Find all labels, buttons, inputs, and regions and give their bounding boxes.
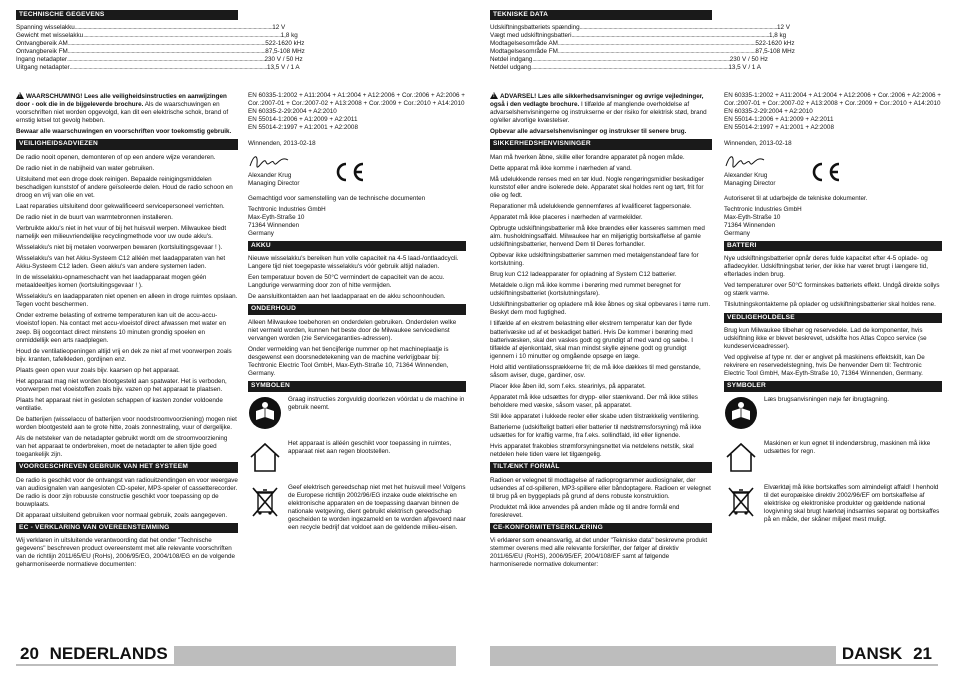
nl-safety-item: De batterijen (wisselaccu of batterijen voor noodstroomvoorziening) mogen niet worden blootgesteld aan te grote hitte, zoals zonnestraling, vuur of dergelijke. [16, 415, 237, 431]
da-symbol-text: Læs brugsanvisningen nøje før ibrugtagning. [764, 395, 889, 403]
da-safety-item: Opbevar ikke udskiftningsbatterier sammen med metalgenstandeaf fare for kortslutning. [490, 252, 699, 268]
da-safety-item: Batterierne (udskifteligt batteri eller batterier til nødstrømsforsyning) må ikke udsættes for for kraftig varme, fra f.eks. sollindfald, ild eller lignende. [490, 423, 702, 440]
da-battery-item: Nye udskiftningsbatterier opnår deres fulde kapacitet efter 4-5 oplade- og afladecykler. Udskiftningsbat terier, der ikke har været brugt i længere tid, efterlades inden brug. [724, 255, 929, 279]
nl-conformity-text: Wij verklaren in uitsluitende verantwoording dat het onder "Technische gegevens" beschreven product overeenstemt met alle relevante voorschriften van de richtlijn 2011/65/EU (RoHs), 2006/95/EG, 2004/108/EG en de volgende geharmoniseerde normatieve documenten: [16, 537, 236, 569]
da-language: DANSK [841, 644, 903, 663]
nl-usage-header: VOORGESCHREVEN GEBRUIK VAN HET SYSTEEM [16, 462, 238, 472]
nl-signer-title: Managing Director [248, 180, 300, 188]
da-company-address: Techtronic Industries GmbH Max-Eyth-Straße 10 71364 Winnenden Germany [724, 205, 802, 237]
nl-language: NEDERLANDS [49, 644, 168, 663]
da-battery-item: Ved temperaturer over 50°C forminskes batteriets effekt. Undgå direkte sollys og stærk varme. [724, 282, 940, 298]
da-warning-text: I tilfælde af manglende overholdelse af advarselshenvisningerne og instrukserne er der risiko for elektrisk stød, brand og/eller alvorlige kvæstelser. [490, 101, 707, 125]
nl-footer [14, 644, 174, 664]
da-date-place: Winnenden, 2013-02-18 [724, 140, 792, 148]
da-signer-title: Managing Director [724, 180, 776, 188]
nl-safety-item: Wisselakku's van het Akku-Systeem C12 alléén met laadapparaten van het Akku-Systeem C12 laden. Geen akku's van andere systemen laden. [16, 255, 226, 271]
nl-safety-item: Wisselakku's niet bij metalen voorwerpen bewaren (kortsluitingsgevaar ! ). [16, 244, 223, 252]
da-column-1 [490, 8, 795, 72]
nl-safety-item: Uitsluitend met een droge doek reinigen. Bepaalde reinigingsmiddelen beschadigen kunststof of andere geïsoleerde delen. Houd de radio schoon en droog en vrij van olie en vet. [16, 175, 233, 199]
signature-image [248, 152, 290, 170]
nl-symbol-text: Geef elektrisch gereedschap niet met het huisvuil mee! Volgens de Europese richtlijn 2002/96/EG inzake oude elektrische en elektronische apparaten en de toepassing daarvan binnen de nationale wetgeving, dient gebruikt elektrisch gereedschap gescheiden te worden ingezameld en te worden afgevoerd naar een recycle bedrijf dat voldoet aan de geldende milieu-eisen. [288, 483, 466, 531]
symbol-row [724, 484, 942, 524]
da-signer-name: Alexander Krug [724, 172, 768, 180]
da-safety-item: Reparationer må udelukkende gennemføres af kvalificeret fagpersonale. [490, 202, 692, 210]
nl-standards: EN 60335-1:2002 + A11:2004 + A1:2004 + A12:2006 + Cor.:2006 + A2:2006 + Cor.:2007-01 + Cor.:2007-02 + A13:2008 + Cor.:2009 + Cor.:2010 + A14:2010 EN 60335-2-29:2004 + A2:2010 EN 55014-1:2006 + A1:2009 + A2:2011 EN 55014-2:1997 + A1:2001 + A2:2008 [248, 92, 465, 132]
da-battery-item: Tilslutningskontakterne på oplader og udskiftningsbatterier skal holdes rene. [724, 301, 936, 309]
da-safety-item: Metaldele o.lign må ikke komme i berøring med rummet beregnet for udskiftningsbatteriet (kortslutningsfare). [490, 282, 682, 298]
da-warning-title: ADVARSEL! Læs alle sikkerhedsanvisninger og øvrige vejledninger, også i den vedlagte brochure. [490, 93, 704, 109]
nl-safety-item: De radio niet in de buurt van warmtebronnen installeren. [16, 213, 173, 221]
nl-safety-item: Verbruikte akku's niet in het vuur of bij het huisvuil werpen. Milwaukee biedt namelijk een milieuvriendelijke recyclingmethode voor uw oude akku's. [16, 225, 227, 241]
symbol-row [724, 440, 942, 474]
spec-row: Gewicht met wisselakku .............................................................................................................................................................. 1,8 kg [16, 32, 298, 40]
signature-image [724, 152, 766, 170]
nl-maintenance-header: ONDERHOUD [248, 304, 466, 314]
nl-battery-item: De aansluitkontakten aan het laadapparaat en de akku schoonhouden. [248, 293, 446, 301]
spec-row: Netdel indgang .............................................................................................................................................................. 230 V / 50 Hz [490, 56, 768, 64]
crossed-bin-icon [248, 484, 282, 518]
da-usage-item: Radioen er velegnet til modtagelse af radioprogrammer audiosignaler, der udsendes af cd-spilleren, MP3-spillere eller båndoptagere. Radioen er velegnet til brug på en byggeplads på grund af dens robuste konstruktion. [490, 476, 711, 500]
nl-maintenance-item: Onder vermelding van het tiencijferige nummer op het machineplaatje is desgewenst een doorsnedetekening van de machine verkrijgbaar bij: Techtronic Electric Tool GmbH, Max-Eyth-Straße 10, 71364 Winnenden, Germany. [248, 346, 449, 378]
symbol-row [248, 484, 466, 532]
nl-column-1-body [16, 92, 238, 572]
da-safety-item: Hvis apparatet frakobles strømforsyningsnettet via netdelens netstik, skal netdelen hele tiden være let tilgængelig. [490, 443, 694, 459]
nl-battery-item: Nieuwe wisselakku's bereiken hun volle capaciteit na 4-5 laad-/ontlaadcycli. Langere tijd niet toegepaste wisselakku's vóór gebruik altijd naladen. [248, 255, 459, 271]
indoor-use-icon [724, 440, 758, 474]
da-specs-table [490, 24, 795, 72]
spec-row: Netdel udgang .............................................................................................................................................................. 13,5 V / 1 A [490, 64, 761, 72]
nl-battery-header: AKKU [248, 241, 466, 251]
da-column-2 [724, 92, 942, 534]
da-specs-header: TEKNISKE DATA [490, 10, 712, 20]
nl-authorized: Gemachtigd voor samenstelling van de technische documenten [248, 194, 426, 202]
da-safety-item: Udskiftningsbatterier og opladere må ikke åbnes og skal opbevares i tørre rum. Beskyt dem mod fugtighed. [490, 301, 711, 317]
da-safety-item: Man må hverken åbne, skille eller forandre apparatet på nogen måde. [490, 153, 685, 161]
nl-safety-header: VEILIGHEIDSADVIEZEN [16, 139, 238, 149]
warning-icon: ! [16, 92, 24, 99]
nl-company-address: Techtronic Industries GmbH Max-Eyth-Straße 10 71364 Winnenden Germany [248, 205, 326, 237]
da-safety-item: Apparatet må ikke placeres i nærheden af varmekilder. [490, 213, 643, 221]
da-standards: EN 60335-1:2002 + A11:2004 + A1:2004 + A12:2006 + Cor.:2006 + A2:2006 + Cor.:2007-01 + Cor.:2007-02 + A13:2008 + Cor.:2009 + Cor.:2010 + A14:2010 EN 60335-2-29:2004 + A2:2010 EN 55014-1:2006 + A1:2009 + A2:2011 EN 55014-2:1997 + A1:2001 + A2:2008 [724, 92, 941, 132]
nl-safety-item: Laat reparaties uitsluitend door gekwalificeerd servicepersoneel verrichten. [16, 202, 225, 210]
nl-battery-item: Een temperatuur boven de 50°C vermindert de capaciteit van de accu. Langdurige verwarming door zon of hitte vermijden. [248, 274, 445, 290]
nl-column-1 [16, 8, 305, 72]
da-symbol-text: Elværktøj må ikke bortskaffes som almindeligt affald! I henhold til det europæiske direktiv 2002/96/EF om bortskaffelse af elektriske og elektroniske produkter og gældende national lovgivning skal brugt lværktøj indsamles separat og bortskaffes på en måde, der skåner miljøet mest muligt. [764, 483, 940, 523]
symbol-row [248, 440, 466, 474]
da-symbol-text: Maskinen er kun egnet til indendørsbrug, maskinen må ikke udsættes for regn. [764, 439, 931, 455]
nl-page-number: 20 [20, 644, 39, 663]
da-safety-item: Placer ikke åben ild, som f.eks. stearinlys, på apparatet. [490, 382, 646, 390]
da-usage-item: Produktet må ikke anvendes på anden måde og til andre formål end foreskrevet. [490, 503, 680, 519]
spec-row: Ontvangbereik FM .............................................................................................................................................................. 87,5-108 MHz [16, 48, 305, 56]
nl-safety-item: Het apparaat mag niet worden blootgesteld aan spatwater. Het is verboden, voorwerpen met vloeistoffen zoals bijv. vazen op het apparaat te plaatsen. [16, 377, 227, 393]
nl-specs-table [16, 24, 305, 72]
nl-usage-item: Dit apparaat uitsluitend gebruiken voor normaal gebruik, zoals aangegeven. [16, 511, 228, 519]
nl-safety-item: Plaats het apparaat niet in gesloten schappen of kasten zonder voldoende ventilatie. [16, 396, 223, 412]
da-maintenance-item: Brug kun Milwaukee tilbehør og reservedele. Lad de komponenter, hvis udskiftning ikke er blevet beskrevet, udskifte hos Atlas Copco service (se kundeserviceadresser). [724, 326, 927, 351]
nl-symbol-text: Graag instructies zorgvuldig doorlezen vóórdat u de machine in gebruik neemt. [288, 395, 465, 411]
nl-signer-name: Alexander Krug [248, 172, 292, 180]
nl-date-place: Winnenden, 2013-02-18 [248, 140, 316, 148]
da-battery-header: BATTERI [724, 241, 942, 251]
da-conformity-header: CE-KONFORMITETSERKLÆRING [490, 523, 712, 533]
nl-safety-item: Wisselakku's en laadapparaten niet openen en alleen in droge ruimtes opslaan. Tegen vocht beschermen. [16, 293, 238, 309]
read-manual-icon [248, 396, 282, 430]
nl-warning-title: WAARSCHUWING! Lees alle veiligheidsinstructies en aanwijzingen door - ook die in de bijgeleverde brochure. [16, 93, 227, 109]
da-maintenance-header: VEDLIGEHOLDELSE [724, 313, 942, 323]
da-safety-item: Opbrugte udskiftningsbatterier må ikke brændes eller kasseres sammen med alm. husholdningsaffald. Milwaukee har en miljørigtig bortskaffelse af gamle udskiftningsbatterier, henvend Dem til Deres forhandler. [490, 225, 705, 249]
da-maintenance-item: Ved opgivelse af type nr. der er angivet på maskinens effektskilt, kan De rekvirere en reservedelstegning, hvis De henvender Dem til: Techtronic Electric Tool GmbH, Max-Eyth-Straße 10, 71364 Winnenden, Germany. [724, 354, 925, 378]
nl-specs-header: TECHNISCHE GEGEVENS [16, 10, 238, 20]
indoor-use-icon [248, 440, 282, 474]
nl-symbols-header: SYMBOLEN [248, 381, 466, 391]
warning-icon: ! [490, 92, 498, 99]
nl-column-2 [248, 92, 466, 542]
nl-safety-item: Onder extreme belasting of extreme temperaturen kan uit de accu-accu-vloeistof lopen. Na contact met accu-vloeistof direct afwassen met water en zeep. Bij oogcontact direct minstens 10 minuten grondig spoelen en onmiddellijk een arts raadplegen. [16, 312, 226, 344]
da-safety-item: Stil ikke apparatet i lukkede reoler eller skabe uden tilstrækkelig ventilering. [490, 412, 700, 420]
da-usage-header: TILTÆNKT FORMÅL [490, 462, 712, 472]
nl-safety-item: Plaats geen open vuur zoals bijv. kaarsen op het apparaat. [16, 366, 180, 374]
nl-safety-item: De radio niet in de nabijheid van water gebruiken. [16, 164, 155, 172]
ce-mark-icon [808, 158, 842, 191]
spec-row: Ingang netadapter .............................................................................................................................................................. 230 V / 50 Hz [16, 56, 303, 64]
read-manual-icon [724, 396, 758, 430]
da-page-number: 21 [913, 644, 932, 663]
da-symbols-header: SYMBOLER [724, 381, 942, 391]
da-footer [836, 644, 938, 664]
symbol-row [724, 396, 942, 430]
da-safety-item: Apparatet må ikke udsættes for drypp- eller stænkvand. Der må ikke stilles beholdere med væske, såsom vaser, på apparatet. [490, 393, 698, 409]
spec-row: Modtagelsesområde FM .............................................................................................................................................................. 87,5-108 MHz [490, 48, 795, 56]
nl-conformity-header: EC - VERKLARING VAN OVEREENSTEMMING [16, 523, 238, 533]
da-column-1-body [490, 92, 712, 572]
ce-mark-icon [332, 158, 366, 191]
nl-maintenance-item: Alleen Milwaukee toebehoren en onderdelen gebruiken. Onderdelen welke niet vermeld worden, kunnen het beste door de Milwaukee servicedienst vervangen worden (zie Servicegaranties-adressen). [248, 318, 457, 342]
nl-usage-item: De radio is geschikt voor de ontvangst van radiouitzendingen en voor weergave van audiosignalen van aangesloten CD-speler, MP3-speler of cassetterecorder. De radio is door zijn robuuste constructie geschikt voor toepassing op de bouwplaats. [16, 476, 238, 508]
nl-symbol-text: Het apparaat is alléén geschikt voor toepassing in ruimtes, apparaat niet aan regen blootstellen. [288, 439, 452, 455]
da-safety-item: Må udelukkende renses med en tør klud. Nogle rengøringsmidler beskadiger kunststof eller andre isolerede dele. Apparatet skal holdes rent og tørt, frit for olie og fedt. [490, 175, 704, 199]
spec-row: Uitgang netadapter .............................................................................................................................................................. 13,5 V / 1 A [16, 64, 300, 72]
da-warning-keep: Opbevar alle advarselshenvisninger og instrukser til senere brug. [490, 128, 687, 136]
spec-row: Udskiftningsbatteriets spænding .............................................................................................................................................................. 12 V [490, 24, 790, 32]
nl-safety-item: Houd de ventilatieopeningen altijd vrij en dek ze niet af met voorwerpen zoals bijv. kranten, tafelkleden, gordijnen enz. [16, 347, 232, 363]
nl-warning-text: Als de waarschuwingen en voorschriften niet worden opgevolgd, kan dit een elektrische schok, brand of ernstig letsel tot gevolg hebben. [16, 101, 229, 125]
da-safety-item: Dette apparat må ikke komme i nærheden af vand. [490, 164, 632, 172]
da-safety-item: Hold altid ventilationssprækkerne fri; de må ikke dækkes til med genstande, såsom aviser, duge, gardiner, osv. [490, 363, 701, 379]
spec-row: Modtagelsesområde AM .............................................................................................................................................................. 522-1620 kHz [490, 40, 795, 48]
da-safety-header: SIKKERHEDSHENVISNINGER [490, 139, 712, 149]
spec-row: Vægt med udskiftningsbatteri .............................................................................................................................................................. 1,8 kg [490, 32, 787, 40]
nl-safety-item: In de wisselakku-opnameschacht van het laadapparaat mogen géén metaaldeeltjes komen (kortsluitingsgevaar ! ). [16, 274, 207, 290]
nl-warning-keep: Bewaar alle waarschuwingen en voorschriften voor toekomstig gebruik. [16, 128, 232, 136]
da-safety-item: I tilfælde af en ekstrem belastning eller ekstrem temperatur kan der flyde batterivæske ud af et beskadiget batteri. Hvis De kommer i berøring med batterivæsken, skal den vaskes godt og grundigt af med vand og sæbe. I tilfælde af øjenkontakt, skal man mindst skylle øjnene godt og grundigt igennem i 10 minutter og omgående opsøge en læge. [490, 320, 694, 360]
spec-row: Spanning wisselakku .............................................................................................................................................................. 12 V [16, 24, 286, 32]
da-safety-item: Brug kun C12 ladeapparater for opladning af System C12 batterier. [490, 271, 677, 279]
spec-row: Ontvangbereik AM .............................................................................................................................................................. 522-1620 kHz [16, 40, 305, 48]
crossed-bin-icon [724, 484, 758, 518]
nl-safety-item: De radio nooit openen, demonteren of op een andere wijze veranderen. [16, 153, 216, 161]
da-authorized: Autoriseret til at udarbejde de tekniske dokumenter. [724, 194, 868, 202]
da-conformity-text: Vi erklærer som eneansvarlig, at det under "Tekniske data" beskrevne produkt stemmer overens med alle relevante forskrifter, der følger af direktiv 2011/65/EU (RoHS), 2006/95/EF, 2004/108/EF samt af følgende harmoniserede normative dokumenter: [490, 537, 708, 569]
nl-safety-item: Als de netsteker van de netadapter gebruikt wordt om de stroomvoorziening van het apparaat te onderbreken, moet de netadapter te allen tijde goed toegankelijk zijn. [16, 435, 228, 459]
symbol-row [248, 396, 466, 430]
